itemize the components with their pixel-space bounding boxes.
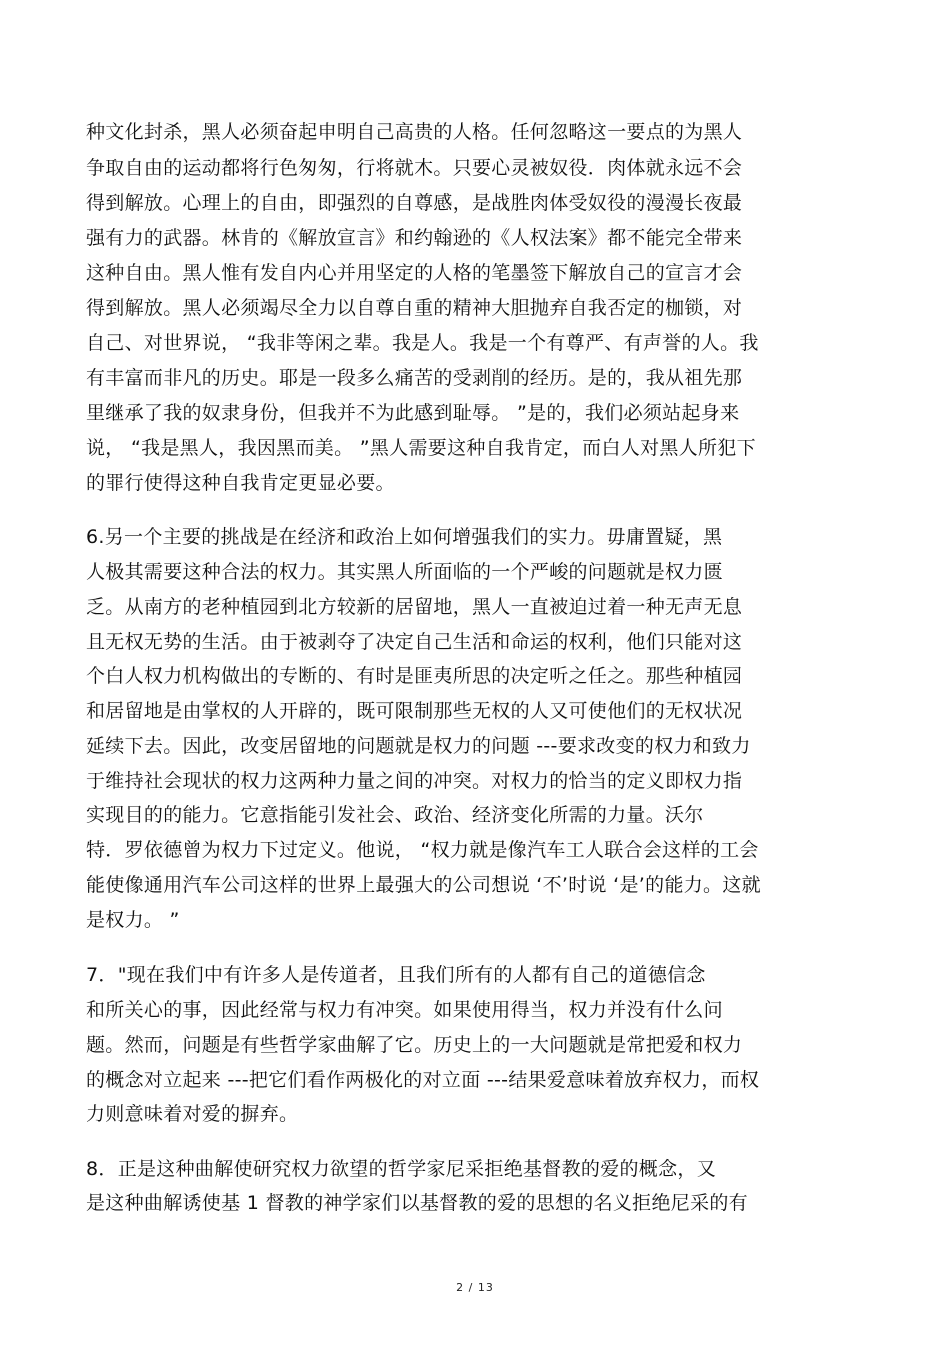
text-line: 和居留地是由掌权的人开辟的，既可限制那些无权的人又可使他们的无权状况 [86, 700, 743, 722]
text-line: 争取自由的运动都将行色匆匆，行将就木。只要心灵被奴役．肉体就永远不会 [86, 157, 743, 179]
text-line: 自己、对世界说， “我非等闲之辈。我是人。我是一个有尊严、有声誉的人。我 [86, 332, 759, 354]
paragraph-7-start: 7．"现在我们中有许多人是传道者，且我们所有的人都有自己的道德信念 [86, 964, 706, 986]
text-line: 个白人权力机构做出的专断的、有时是匪夷所思的决定听之任之。那些种植园 [86, 665, 743, 687]
text-line: 且无权无势的生活。由于被剥夺了决定自己生活和命运的权利，他们只能对这 [86, 631, 743, 653]
text-line: 特．罗依德曾为权力下过定义。他说， “权力就是像汽车工人联合会这样的工会 [86, 839, 759, 861]
text-line: 和所关心的事，因此经常与权力有冲突。如果使用得当，权力并没有什么问 [86, 999, 723, 1021]
text-line: 于维持社会现状的权力这两种力量之间的冲突。对权力的恰当的定义即权力指 [86, 770, 743, 792]
text-line: 得到解放。心理上的自由，即强烈的自尊感，是战胜肉体受奴役的漫漫长夜最 [86, 192, 743, 214]
text-line: 是这种曲解诱使基 1 督教的神学家们以基督教的爱的思想的名义拒绝尼采的有 [86, 1192, 748, 1214]
text-line: 能使像通用汽车公司这样的世界上最强大的公司想说 ‘不’时说 ‘是’的能力。这就 [86, 874, 761, 896]
text-line: 实现目的的能力。它意指能引发社会、政治、经济变化所需的力量。沃尔 [86, 804, 704, 826]
text-line: 力则意味着对爱的摒弃。 [86, 1103, 299, 1125]
text-line: 里继承了我的奴隶身份，但我并不为此感到耻辱。 ”是的，我们必须站起身来 [86, 402, 740, 424]
text-line: 的罪行使得这种自我肯定更显必要。 [86, 472, 395, 494]
text-line: 得到解放。黑人必须竭尽全力以自尊自重的精神大胆抛弃自我否定的枷锁，对 [86, 297, 743, 319]
text-line: 说， “我是黑人，我因黑而美。 ”黑人需要这种自我肯定，而白人对黑人所犯下 [86, 437, 756, 459]
text-line: 的概念对立起来 ---把它们看作两极化的对立面 ---结果爱意味着放弃权力，而权 [86, 1069, 760, 1091]
text-line: 题。然而，问题是有些哲学家曲解了它。历史上的一大问题就是常把爱和权力 [86, 1034, 743, 1056]
text-line: 是权力。 ” [86, 909, 180, 931]
paragraph-8-start: 8．正是这种曲解使研究权力欲望的哲学家尼采拒绝基督教的爱的概念，又 [86, 1158, 716, 1180]
text-line: 延续下去。因此，改变居留地的问题就是权力的问题 ---要求改变的权力和致力 [86, 735, 751, 757]
paragraph-6-start: 6.另一个主要的挑战是在经济和政治上如何增强我们的实力。毋庸置疑，黑 [86, 526, 723, 548]
text-line: 有丰富而非凡的历史。耶是一段多么痛苦的受剥削的经历。是的，我从祖先那 [86, 367, 743, 389]
text-line: 人极其需要这种合法的权力。其实黑人所面临的一个严峻的问题就是权力匮 [86, 561, 723, 583]
text-line: 乏。从南方的老种植园到北方较新的居留地，黑人一直被迫过着一种无声无息 [86, 596, 743, 618]
text-line: 这种自由。黑人惟有发自内心并用坚定的人格的笔墨签下解放自己的宣言才会 [86, 262, 743, 284]
text-line: 种文化封杀，黑人必须奋起申明自己高贵的人格。任何忽略这一要点的为黑人 [86, 121, 743, 143]
page-number: 2 / 13 [456, 1281, 494, 1294]
text-line: 强有力的武器。林肯的《解放宣言》和约翰逊的《人权法案》都不能完全带来 [86, 227, 743, 249]
